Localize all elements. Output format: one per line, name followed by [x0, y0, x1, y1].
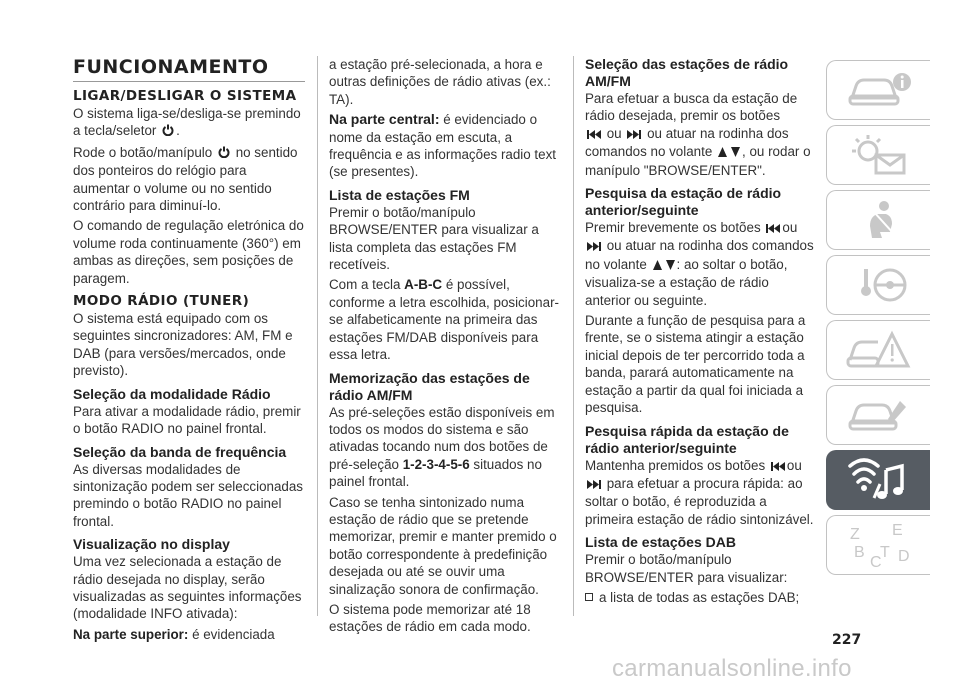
paragraph: Caso se tenha sintonizado numa estação de rádio que se pretende memorizar, premir e manter premido o botão correspondente à predefinição desejada ou até se ouvir uma sinalização sonora de confirmação. [329, 494, 557, 597]
arrow-up-down-icon [653, 257, 675, 274]
column-1 [73, 56, 305, 646]
tab-warning-lights[interactable] [826, 125, 930, 185]
bullet-list [585, 589, 817, 606]
paragraph: Premir o botão/manípulo BROWSE/ENTER para visualizar: [585, 552, 788, 585]
paragraph: Na parte superior: é evidenciada [73, 626, 275, 642]
power-icon [162, 123, 174, 140]
index-letter: E [891, 522, 903, 539]
heading-on-off: LIGAR/DESLIGAR O SISTEMA [73, 88, 297, 104]
footer-watermark: carmanualsonline.info [612, 655, 852, 682]
paragraph: Mantenha premidos os botões ou para efetuar a procura rápida: ao soltar o botão, é reproduzida a primeira estação de rádio sintonizável. [585, 457, 814, 527]
column-divider [317, 56, 318, 616]
heading-station-selection: Seleção das estações de rádio AM/FM [585, 56, 789, 89]
index-letter: D [897, 548, 910, 565]
tab-steering-key[interactable] [826, 255, 930, 315]
steering-key-icon [844, 263, 914, 307]
warning-lights-icon [844, 133, 914, 177]
tab-seat-safety[interactable] [826, 190, 930, 250]
column-2 [329, 56, 560, 639]
paragraph: As pré-seleções estão disponíveis em todos os modos do sistema e são ativadas tocando num dos botões de pré-seleção 1-2-3-4-5-6 situados no painel frontal. [329, 404, 555, 490]
tab-index[interactable] [826, 515, 930, 575]
previous-track-icon [771, 458, 785, 475]
paragraph: O sistema liga-se/desliga-se premindo a tecla/seletor . [73, 105, 305, 141]
heading-band-selection: Seleção da banda de frequência [73, 443, 287, 460]
paragraph: Com a tecla A-B-C é possível, conforme a letra escolhida, posicionar-se alfabeticamente na primeira das estações FM/DAB disponíveis para essa letra. [329, 277, 559, 363]
multimedia-icon [844, 456, 914, 504]
previous-track-icon [766, 220, 780, 237]
heading-radio-mode: MODO RÁDIO (TUNER) [73, 293, 250, 310]
column-divider [573, 56, 574, 616]
tab-multimedia[interactable] [826, 450, 930, 510]
paragraph: Uma vez selecionada a estação de rádio desejada no display, serão visualizadas as seguintes informações (modalidade INFO ativada): [73, 554, 302, 622]
tab-emergency[interactable] [826, 320, 930, 380]
next-track-icon [587, 238, 601, 255]
index-letter: B [853, 544, 865, 561]
index-letter: C [869, 554, 882, 569]
paragraph: Na parte central: é evidenciado o nome da estação em escuta, a frequência e as informações radio text (se presentes). [329, 111, 557, 180]
list-item: a lista de todas as estações DAB; [585, 589, 817, 606]
maintenance-icon [844, 393, 914, 437]
paragraph: Premir brevemente os botões ou ou atuar na rodinha dos comandos no volante : ao soltar o botão, visualiza-se a estação de rádio anterior ou seguinte. [585, 220, 814, 308]
next-track-icon [627, 126, 641, 143]
chapter-title: FUNCIONAMENTO [73, 56, 305, 82]
paragraph: a estação pré-selecionada, a hora e outras definições de rádio ativas (ex.: TA). [329, 57, 551, 107]
checkbox-bullet-icon [585, 593, 593, 601]
tab-car-info[interactable] [826, 60, 930, 120]
tab-maintenance[interactable] [826, 385, 930, 445]
paragraph: Para ativar a modalidade rádio, premir o botão RADIO no painel frontal. [73, 403, 301, 437]
paragraph: Para efetuar a busca da estação de rádio desejada, premir os botões ou ou atuar na rodinha dos comandos no volante , ou rodar o manípulo "BROWSE/ENTER". [585, 91, 811, 178]
previous-track-icon [587, 126, 601, 143]
paragraph: O sistema pode memorizar até 18 estações de rádio em cada modo. [329, 601, 531, 635]
paragraph: Premir o botão/manípulo BROWSE/ENTER para visualizar a lista completa das estações FM recetíveis. [329, 204, 539, 273]
car-info-icon [844, 68, 914, 112]
emergency-triangle-icon [844, 328, 914, 372]
heading-display: Visualização no display [73, 536, 230, 553]
paragraph: Rode o botão/manípulo no sentido dos ponteiros do relógio para aumentar o volume ou no sentido contrário para diminuí-lo. [73, 144, 298, 214]
paragraph: O sistema está equipado com os seguintes sincronizadores: AM, FM e DAB (para versões/mercados, onde previsto). [73, 311, 293, 379]
index-letters-icon [844, 521, 914, 569]
index-letter: Z [849, 526, 860, 543]
heading-fm-list: Lista de estações FM [329, 186, 470, 203]
arrow-up-down-icon [718, 144, 740, 161]
heading-prev-next-search: Pesquisa da estação de rádio anterior/seguinte [585, 185, 782, 219]
heading-radio-mode-selection: Seleção da modalidade Rádio [73, 385, 271, 402]
paragraph: Durante a função de pesquisa para a frente, se o sistema atingir a estação inicial depois de ter percorrido toda a banda, parará automaticamente na estação a partir da qual foi iniciada a pesquisa. [585, 313, 806, 416]
heading-memorization: Memorização das estações de rádio AM/FM [329, 369, 530, 403]
chapter-tabs [826, 60, 938, 580]
power-icon [218, 145, 230, 162]
heading-dab-list: Lista de estações DAB [585, 534, 736, 551]
next-track-icon [587, 476, 601, 493]
paragraph: O comando de regulação eletrónica do volume roda continuamente (360°) em ambas as direções, sem posições de paragem. [73, 218, 304, 286]
page-number: 227 [832, 632, 862, 648]
seat-safety-icon [844, 198, 914, 242]
paragraph: As diversas modalidades de sintonização podem ser seleccionadas premindo o botão RADIO no painel frontal. [73, 461, 304, 529]
heading-fast-search: Pesquisa rápida da estação de rádio anterior/seguinte [585, 422, 789, 456]
index-letter: T [879, 544, 890, 561]
column-3 [585, 56, 817, 606]
